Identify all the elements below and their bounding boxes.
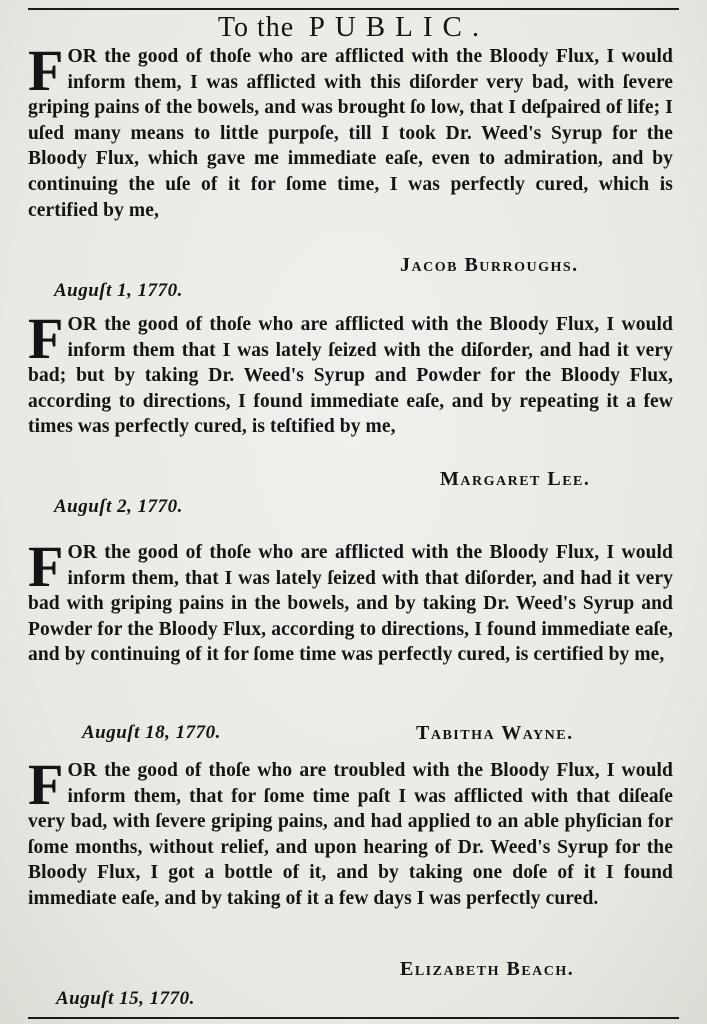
page-heading bbox=[0, 10, 707, 45]
heading-public: PUBLIC. bbox=[308, 11, 490, 43]
testimonial-3-text: OR the good of thoſe who are afflicted with the Bloody Flux, I would inform them, that I was lately ſeized with that diſorder, and had it very bad with griping pains in the bowels, and by taking Dr. Weed's Syrup and Powder for the Bloody Flux, according to directions, I found immediate eaſe, and by continuing of it for ſome time was perfectly cured, is certified by me, bbox=[28, 542, 673, 666]
dropcap-3: F bbox=[28, 534, 64, 599]
dropcap-4: F bbox=[28, 752, 64, 817]
testimonial-1-text: OR the good of thoſe who are afflicted with the Bloody Flux, I would inform them, I was afflicted with this diſorder very bad, with ſevere griping pains of the bowels, and was brought ſo low, that I deſpaired of life; I uſed many means to little purpoſe, till I took Dr. Weed's Syrup for the Bloody Flux, which gave me immediate eaſe, even to admiration, and by continuing the uſe of it for ſome time, I was perfectly cured, which is certified by me, bbox=[28, 46, 673, 221]
testimonial-1-signature: Jacob Burroughs. bbox=[400, 254, 579, 276]
testimonial-1-date: Auguſt 1, 1770. bbox=[54, 280, 183, 301]
testimonial-2 bbox=[28, 306, 673, 440]
bottom-rule bbox=[28, 1017, 679, 1019]
testimonial-4-body bbox=[28, 752, 673, 912]
heading-to-the: To the bbox=[217, 12, 295, 43]
testimonial-4 bbox=[28, 752, 673, 912]
dropcap-2: F bbox=[28, 306, 64, 371]
testimonial-3-signature: Tabitha Wayne. bbox=[416, 722, 574, 744]
testimonial-1 bbox=[28, 38, 673, 223]
testimonial-3-body bbox=[28, 534, 673, 668]
testimonial-4-signature: Elizabeth Beach. bbox=[400, 958, 575, 980]
testimonial-2-signature: Margaret Lee. bbox=[440, 468, 591, 490]
testimonial-2-date: Auguſt 2, 1770. bbox=[54, 496, 183, 517]
testimonial-2-body bbox=[28, 306, 673, 440]
testimonial-3-date: Auguſt 18, 1770. bbox=[82, 722, 221, 743]
testimonial-4-date: Auguſt 15, 1770. bbox=[56, 988, 195, 1009]
testimonial-4-text: OR the good of thoſe who are troubled with the Bloody Flux, I would inform them, that for ſome time paſt I was afflicted with that diſeaſe very bad, with ſevere griping pains, and had applied to an able phyſician for ſome months, without relief, and upon hearing of Dr. Weed's Syrup for the Bloody Flux, I got a bottle of it, and by taking one doſe of it I found immediate eaſe, and by taking of it a few days I was perfectly cured. bbox=[28, 760, 673, 909]
testimonial-2-text: OR the good of thoſe who are afflicted with the Bloody Flux, I would inform them that I was lately ſeized with the diſorder, and had it very bad; but by taking Dr. Weed's Syrup and Powder for the Bloody Flux, according to directions, I found immediate eaſe, and by repeating it a few times was perfectly cured, is teſtified by me, bbox=[28, 314, 673, 438]
dropcap-1: F bbox=[28, 38, 64, 103]
testimonial-1-body bbox=[28, 38, 673, 223]
testimonial-3 bbox=[28, 534, 673, 668]
